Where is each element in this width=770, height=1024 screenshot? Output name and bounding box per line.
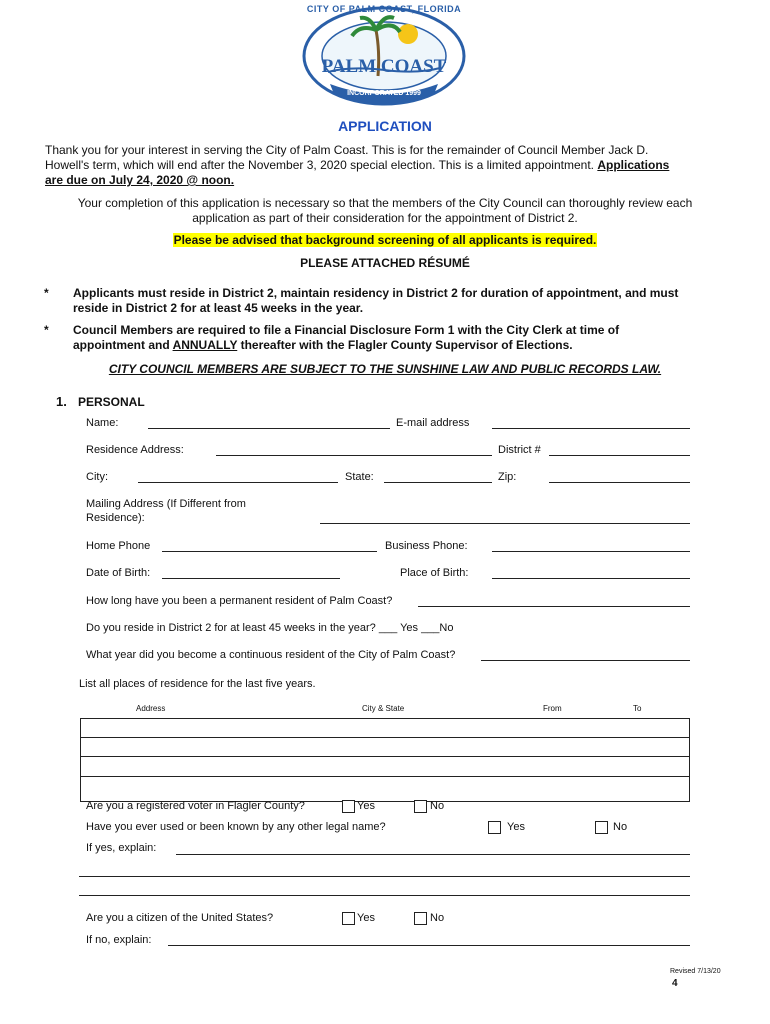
other-name-explain-line[interactable] bbox=[176, 854, 690, 855]
completion-line-1: Your completion of this application is necessary so that the members of the City Council can thoroughly review each bbox=[77, 196, 693, 210]
voter-no-checkbox[interactable] bbox=[414, 800, 427, 813]
other-name-explain-line-3[interactable] bbox=[79, 895, 690, 896]
citizen-no-label: No bbox=[430, 912, 445, 924]
other-name-no-checkbox[interactable] bbox=[595, 821, 608, 834]
bullet-2-line-1: Council Members are required to file a Financial Disclosure Form 1 with the City Clerk at time of bbox=[73, 323, 620, 337]
completion-line-2: application as part of their consideration for the appointment of District 2. bbox=[192, 211, 578, 225]
resume-notice: PLEASE ATTACHED RÉSUMÉ bbox=[300, 256, 470, 270]
continuous-resident-input-line[interactable] bbox=[481, 660, 690, 661]
col-header-city-state: City & State bbox=[362, 704, 405, 713]
city-seal-logo bbox=[300, 6, 468, 106]
other-name-explain-line-2[interactable] bbox=[79, 876, 690, 877]
bullet-marker-2: * bbox=[44, 323, 49, 337]
residence-address-input-line[interactable] bbox=[216, 455, 492, 456]
continuous-resident-label: What year did you become a continuous resident of the City of Palm Coast? bbox=[86, 649, 456, 661]
home-phone-input-line[interactable] bbox=[162, 551, 377, 552]
city-label: City: bbox=[86, 471, 108, 483]
date-of-birth-input-line[interactable] bbox=[162, 578, 340, 579]
resident-duration-label: How long have you been a permanent resident of Palm Coast? bbox=[86, 595, 393, 607]
seal-incorporated: INCORPORATED 1999 bbox=[347, 90, 421, 97]
citizen-no-checkbox[interactable] bbox=[414, 912, 427, 925]
voter-yes-label: Yes bbox=[357, 800, 375, 812]
place-of-birth-label: Place of Birth: bbox=[400, 567, 469, 579]
intro-line-2-text: Howell's term, which will end after the November 3, 2020 special election. This is a limited appointment. bbox=[45, 158, 594, 172]
citizen-yes-label: Yes bbox=[357, 912, 375, 924]
bullet-marker-1: * bbox=[44, 286, 49, 300]
page-number: 4 bbox=[672, 978, 678, 989]
table-row-divider bbox=[81, 737, 689, 738]
revised-date: Revised 7/13/20 bbox=[670, 968, 721, 975]
home-phone-label: Home Phone bbox=[86, 540, 151, 552]
section-title: PERSONAL bbox=[78, 395, 145, 409]
intro-deadline: are due on July 24, 2020 @ noon. bbox=[45, 173, 235, 187]
residence-address-label: Residence Address: bbox=[86, 444, 184, 456]
citizen-question: Are you a citizen of the United States? bbox=[86, 912, 274, 924]
bullet-1-line-2: reside in District 2 for at least 45 weeks in the year. bbox=[73, 301, 364, 315]
background-notice-wrap bbox=[0, 233, 770, 247]
bullet-2-text-a: appointment and bbox=[73, 338, 173, 352]
business-phone-label: Business Phone: bbox=[385, 540, 468, 552]
district-input-line[interactable] bbox=[549, 455, 690, 456]
place-of-birth-input-line[interactable] bbox=[492, 578, 690, 579]
residence-table[interactable] bbox=[80, 718, 690, 802]
email-label: E-mail address bbox=[396, 417, 470, 429]
other-name-no-label: No bbox=[613, 821, 628, 833]
intro-line-2 bbox=[45, 158, 725, 172]
intro-line-1: Thank you for your interest in serving the City of Palm Coast. This is for the remainder of Council Member Jack D. bbox=[45, 143, 649, 157]
col-header-to: To bbox=[633, 704, 642, 713]
reside-45-weeks-question: Do you reside in District 2 for at least 45 weeks in the year? ___ Yes ___No bbox=[86, 622, 454, 634]
other-name-explain-label: If yes, explain: bbox=[86, 842, 157, 854]
city-input-line[interactable] bbox=[138, 482, 338, 483]
bullet-1-line-1: Applicants must reside in District 2, maintain residency in District 2 for duration of appointment, and must bbox=[73, 286, 679, 300]
col-header-address: Address bbox=[136, 704, 166, 713]
other-name-yes-label: Yes bbox=[507, 821, 525, 833]
table-row-divider bbox=[81, 776, 689, 777]
date-of-birth-label: Date of Birth: bbox=[86, 567, 151, 579]
zip-input-line[interactable] bbox=[549, 482, 690, 483]
zip-label: Zip: bbox=[498, 471, 517, 483]
email-input-line[interactable] bbox=[492, 428, 690, 429]
mailing-address-label-1: Mailing Address (If Different from bbox=[86, 498, 246, 510]
business-phone-input-line[interactable] bbox=[492, 551, 690, 552]
bullet-2-line-2 bbox=[73, 338, 733, 352]
citizen-yes-checkbox[interactable] bbox=[342, 912, 355, 925]
background-notice: Please be advised that background screening of all applicants is required. bbox=[173, 233, 597, 247]
citizen-explain-line[interactable] bbox=[168, 945, 690, 946]
intro-deadline-start: Applications bbox=[597, 158, 670, 172]
mailing-address-input-line[interactable] bbox=[320, 523, 690, 524]
resident-duration-input-line[interactable] bbox=[418, 606, 690, 607]
seal-wordmark: PALM COAST bbox=[321, 56, 447, 77]
section-number: 1. bbox=[56, 394, 67, 409]
state-label: State: bbox=[345, 471, 374, 483]
bullet-2-annually: ANNUALLY bbox=[172, 338, 238, 352]
name-label: Name: bbox=[86, 417, 119, 429]
mailing-address-label-2: Residence): bbox=[86, 512, 145, 524]
residence-list-prompt: List all places of residence for the last five years. bbox=[79, 678, 316, 690]
district-label: District # bbox=[498, 444, 541, 456]
bullet-2-text-c: thereafter with the Flagler County Supervisor of Elections. bbox=[237, 338, 573, 352]
page-title: APPLICATION bbox=[338, 118, 432, 134]
name-input-line[interactable] bbox=[148, 428, 390, 429]
col-header-from: From bbox=[543, 704, 562, 713]
other-name-yes-checkbox[interactable] bbox=[488, 821, 501, 834]
voter-question: Are you a registered voter in Flagler County? bbox=[86, 800, 305, 812]
state-input-line[interactable] bbox=[384, 482, 492, 483]
other-name-question: Have you ever used or been known by any other legal name? bbox=[86, 821, 386, 833]
voter-no-label: No bbox=[430, 800, 445, 812]
citizen-explain-label: If no, explain: bbox=[86, 934, 152, 946]
seal-arc-text: CITY OF PALM COAST, FLORIDA bbox=[306, 4, 462, 14]
voter-yes-checkbox[interactable] bbox=[342, 800, 355, 813]
sunshine-law-notice: CITY COUNCIL MEMBERS ARE SUBJECT TO THE SUNSHINE LAW AND PUBLIC RECORDS LAW. bbox=[108, 362, 662, 376]
table-row-divider bbox=[81, 756, 689, 757]
